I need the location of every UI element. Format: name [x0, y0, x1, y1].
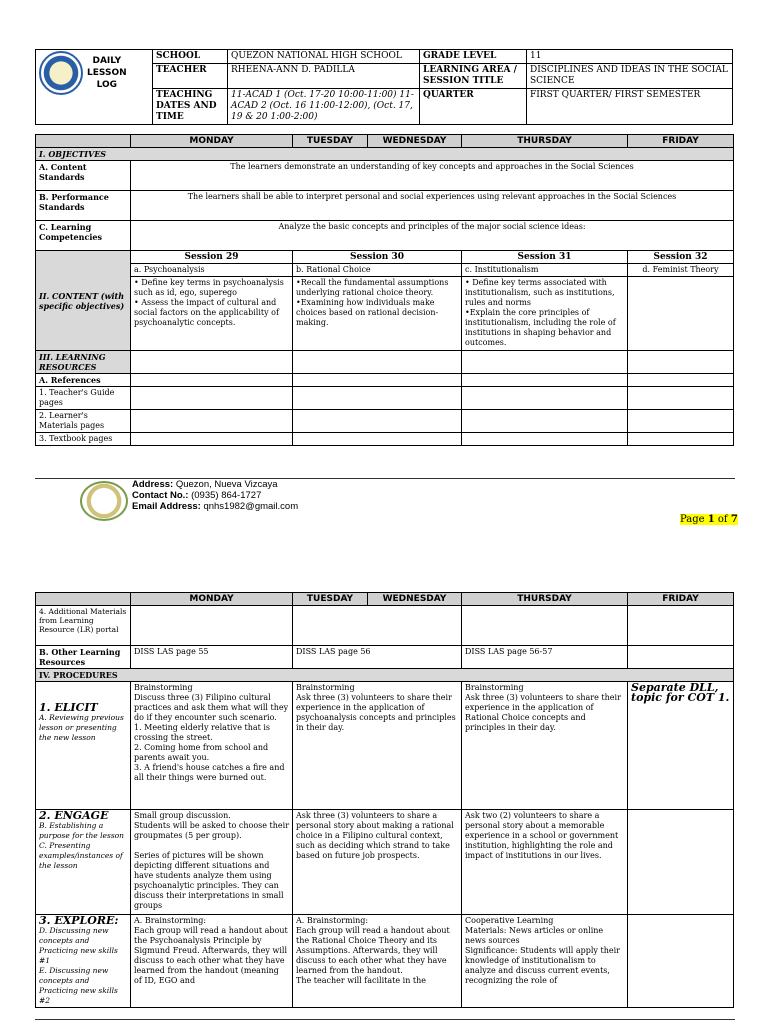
day-tuesday: TUESDAY: [293, 593, 368, 606]
tg-pages-label: 1. Teacher's Guide pages: [36, 387, 131, 410]
day-wednesday: WEDNESDAY: [368, 593, 462, 606]
footer-phone: (0935) 864-1727: [191, 490, 262, 501]
school-logo-icon: [80, 481, 128, 521]
dates-value: 11-ACAD 1 (Oct. 17-20 10:00-11:00) 11-ACAD 2 (Oct. 16 11:00-12:00), (Oct. 17, 19 & 20 1:00-2:00): [228, 89, 420, 125]
objectives-rational-choice: •Recall the fundamental assumptions underlying rational choice theory. •Examining how individuals make choices based on rational decision-making.: [293, 277, 462, 351]
dll-main-table: [35, 134, 734, 446]
content-label: II. CONTENT (with specific objectives): [36, 251, 131, 351]
school-value: QUEZON NATIONAL HIGH SCHOOL: [228, 50, 420, 64]
session-30: Session 30: [293, 251, 462, 264]
engage-label: 2. ENGAGE B. Establishing a purpose for the lesson C. Presenting examples/instances of the lesson: [36, 810, 131, 915]
school-label: SCHOOL: [153, 50, 228, 64]
header-logo-cell: [36, 50, 153, 125]
explore-tue: A. Brainstorming: Each group will read a handout about the Rational Choice Theory and its Assumptions. Afterwards, they will discuss to each other what they have learned from the handout. The teacher will facilitate in the: [293, 915, 462, 1008]
bottom-rule: [35, 1019, 735, 1020]
learning-competencies: Analyze the basic concepts and principles of the major social science ideas:: [131, 221, 734, 251]
day-friday: FRIDAY: [628, 593, 734, 606]
other-resources-tue: DISS LAS page 56: [293, 646, 462, 669]
teacher-value: RHEENA-ANN D. PADILLA: [228, 64, 420, 89]
footer-contact: Address: Quezon, Nueva Vizcaya Contact No.: (0935) 864-1727 Email Address: qnhs1982@gmail.com: [132, 479, 299, 512]
day-tuesday: TUESDAY: [293, 135, 368, 148]
session-29: Session 29: [131, 251, 293, 264]
textbook-pages-label: 3. Textbook pages: [36, 433, 131, 446]
references-label: A. References: [36, 374, 131, 387]
explore-mon: A. Brainstorming: Each group will read a handout about the Psychoanalysis Principle by Sigmund Freud. Afterwards, they will discuss to each other what they have learned from the handout (meaning of ID, EGO and: [131, 915, 293, 1008]
content-standards-label: A. Content Standards: [36, 161, 131, 191]
objectives-heading: I. OBJECTIVES: [36, 148, 734, 161]
topic-rational-choice: b. Rational Choice: [293, 264, 462, 277]
engage-tue: Ask three (3) volunteers to share a personal story about making a rational choice in a Filipino cultural context, such as deciding which strand to take based on future job prospects.: [293, 810, 462, 915]
learning-resources-heading: III. LEARNING RESOURCES: [36, 351, 131, 374]
footer-email: qnhs1982@gmail.com: [203, 501, 299, 512]
topic-psychoanalysis: a. Psychoanalysis: [131, 264, 293, 277]
deped-seal-icon: [39, 51, 83, 95]
day-thursday: THURSDAY: [462, 593, 628, 606]
elicit-label: 1. ELICIT A. Reviewing previous lesson or presenting the new lesson: [36, 682, 131, 810]
session-32: Session 32: [628, 251, 734, 264]
dates-label: TEACHING DATES AND TIME: [153, 89, 228, 125]
explore-label: 3. EXPLORE: D. Discussing new concepts and Practicing new skills #1 E. Discussing new concepts and Practicing new skills #2: [36, 915, 131, 1008]
performance-standards-label: B. Performance Standards: [36, 191, 131, 221]
corner-cell: [36, 135, 131, 148]
objectives-institutionalism: • Define key terms associated with institutionalism, such as institutions, rules and norms •Explain the core principles of institutionalism, including the role of institutions in shaping behavior and outcomes.: [462, 277, 628, 351]
area-label: LEARNING AREA / SESSION TITLE: [420, 64, 527, 89]
day-thursday: THURSDAY: [462, 135, 628, 148]
engage-mon: Small group discussion. Students will be asked to choose their groupmates (5 per group). Series of pictures will be shown depicting different situations and have students analyze them using psychoanalytic principles. They can discuss their interpretations in small groups: [131, 810, 293, 915]
topic-feminist-theory: d. Feminist Theory: [628, 264, 734, 277]
content-standards: The learners demonstrate an understanding of key concepts and approaches in the Social Sciences: [131, 161, 734, 191]
performance-standards: The learners shall be able to interpret personal and social experiences using relevant approaches in the Social Sciences: [131, 191, 734, 221]
day-wednesday: WEDNESDAY: [368, 135, 462, 148]
other-resources-label: B. Other Learning Resources: [36, 646, 131, 669]
quarter-value: FIRST QUARTER/ FIRST SEMESTER: [527, 89, 733, 125]
dll-continued-table: [35, 592, 734, 1008]
grade-value: 11: [527, 50, 733, 64]
objectives-psychoanalysis: • Define key terms in psychoanalysis such as id, ego, superego • Assess the impact of cultural and social factors on the applicability of psychoanalytic concepts.: [131, 277, 293, 351]
page-number: Page 1 of 7: [680, 514, 738, 525]
elicit-tue: Brainstorming Ask three (3) volunteers to share their experience in the application of psychoanalysis concepts and principles in their day.: [293, 682, 462, 810]
separate-dll-note: Separate DLL, topic for COT 1.: [628, 682, 734, 810]
day-monday: MONDAY: [131, 135, 293, 148]
dll-title: DAILY LESSON LOG: [87, 56, 127, 90]
session-31: Session 31: [462, 251, 628, 264]
learning-competencies-label: C. Learning Competencies: [36, 221, 131, 251]
day-friday: FRIDAY: [628, 135, 734, 148]
topic-institutionalism: c. Institutionalism: [462, 264, 628, 277]
lm-pages-label: 2. Learner's Materials pages: [36, 410, 131, 433]
footer-address: Quezon, Nueva Vizcaya: [175, 479, 278, 490]
grade-label: GRADE LEVEL: [420, 50, 527, 64]
teacher-label: TEACHER: [153, 64, 228, 89]
objectives-feminist: [628, 277, 734, 351]
day-monday: MONDAY: [131, 593, 293, 606]
procedures-heading: IV. PROCEDURES: [36, 669, 734, 682]
area-value: DISCIPLINES AND IDEAS IN THE SOCIAL SCIENCE: [527, 64, 733, 89]
engage-thu: Ask two (2) volunteers to share a personal story about a memorable experience in a school or government institution, highlighting the role and impact of institutions in our lives.: [462, 810, 628, 915]
elicit-mon: Brainstorming Discuss three (3) Filipino cultural practices and ask them what will they do if they encounter such scenario. 1. Meeting elderly relative that is crossing the street. 2. Coming home from school and parents await you. 3. A friend's house catches a fire and all their things were burned out.: [131, 682, 293, 810]
explore-thu: Cooperative Learning Materials: News articles or online news sources Significance: Students will apply their knowledge of institutionalism to analyze and discuss current events, recognizing the role of: [462, 915, 628, 1008]
header-table: [35, 49, 733, 125]
elicit-thu: Brainstorming Ask three (3) volunteers to share their experience in the application of Rational Choice concepts and principles in their day.: [462, 682, 628, 810]
other-resources-mon: DISS LAS page 55: [131, 646, 293, 669]
other-resources-thu: DISS LAS page 56-57: [462, 646, 628, 669]
additional-materials-label: 4. Additional Materials from Learning Resource (LR) portal: [36, 606, 131, 646]
quarter-label: QUARTER: [420, 89, 527, 125]
